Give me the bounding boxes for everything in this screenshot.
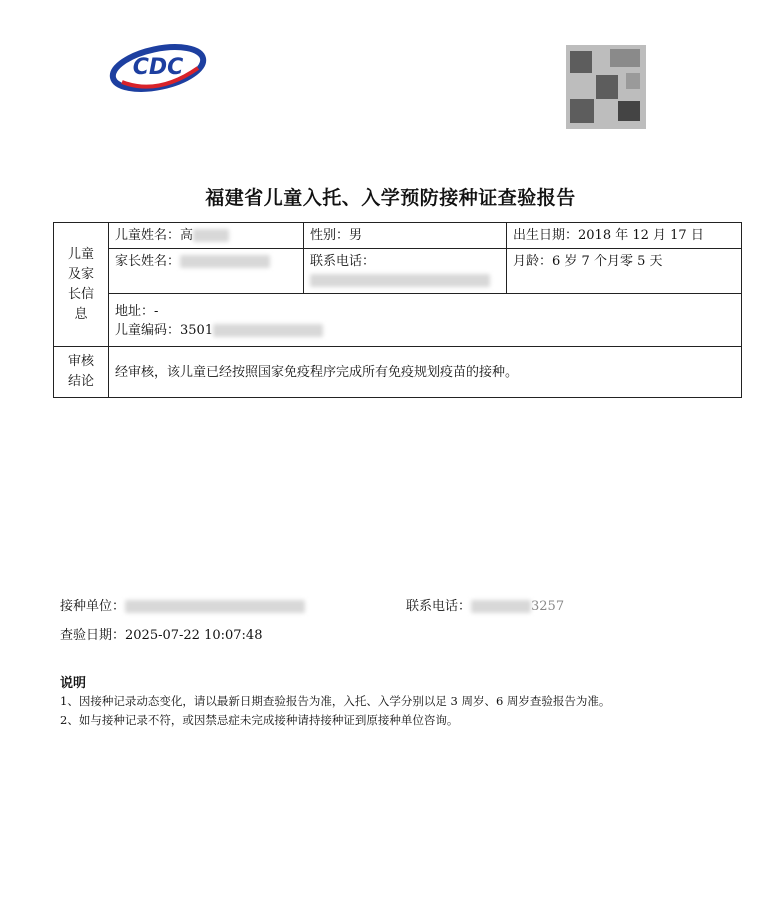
unit-phone-partial: 3257 [531, 599, 565, 614]
phone-label: 联系电话： [310, 254, 376, 269]
note-item: 2、如与接种记录不符，或因禁忌症未完成接种请持接种证到原接种单位咨询。 [60, 713, 459, 727]
qr-code [566, 45, 646, 129]
redacted-text [193, 229, 229, 242]
address: 地址：- [115, 304, 159, 319]
vaccination-unit-label: 接种单位： [60, 599, 126, 614]
report-title: 福建省儿童入托、入学预防接种证查验报告 [205, 187, 576, 209]
redacted-text [471, 600, 531, 613]
section-label-line: 长信 [67, 286, 94, 302]
phone-cell [304, 249, 507, 294]
birth-date: 出生日期：2018 年 12 月 17 日 [513, 228, 704, 243]
review-section-label [54, 347, 109, 398]
notes-title: 说明 [60, 676, 87, 691]
unit-phone-label: 联系电话： [406, 599, 472, 614]
child-name-cell [109, 223, 304, 249]
section-label-line: 及家 [67, 266, 94, 282]
info-table [53, 222, 742, 398]
address-cell [109, 294, 742, 347]
child-name: 儿童姓名：高 [115, 228, 194, 243]
review-label-line: 审核 [67, 354, 94, 369]
review-conclusion: 经审核，该儿童已经按照国家免疫程序完成所有免疫规划疫苗的接种。 [115, 364, 519, 380]
review-cell [109, 347, 742, 398]
redacted-text [180, 255, 270, 268]
check-date: 查验日期：2025-07-22 10:07:48 [60, 628, 263, 643]
section-label-line: 儿童 [67, 246, 94, 262]
parent-name-cell [109, 249, 304, 294]
redacted-text [213, 324, 323, 337]
notes-list [60, 692, 760, 730]
review-label-line: 结论 [67, 374, 94, 389]
unit-phone [406, 597, 564, 617]
vaccination-unit [60, 597, 305, 617]
gender-cell [304, 223, 507, 249]
redacted-text [125, 600, 305, 613]
note-item: 1、因接种记录动态变化，请以最新日期查验报告为准，入托、入学分别以足 3 周岁、6 周岁查验报告为准。 [60, 694, 611, 708]
age: 月龄：6 岁 7 个月零 5 天 [513, 254, 663, 269]
child-id: 儿童编码：3501 [115, 323, 214, 338]
birth-date-cell [507, 223, 742, 249]
section-label-line: 息 [74, 306, 88, 322]
gender: 性别：男 [310, 228, 363, 243]
child-info-section-label [54, 223, 109, 347]
cdc-logo [108, 38, 208, 98]
parent-name: 家长姓名： [115, 254, 181, 269]
logo-text: CDC [132, 55, 184, 80]
age-cell [507, 249, 742, 294]
redacted-text [310, 274, 490, 287]
